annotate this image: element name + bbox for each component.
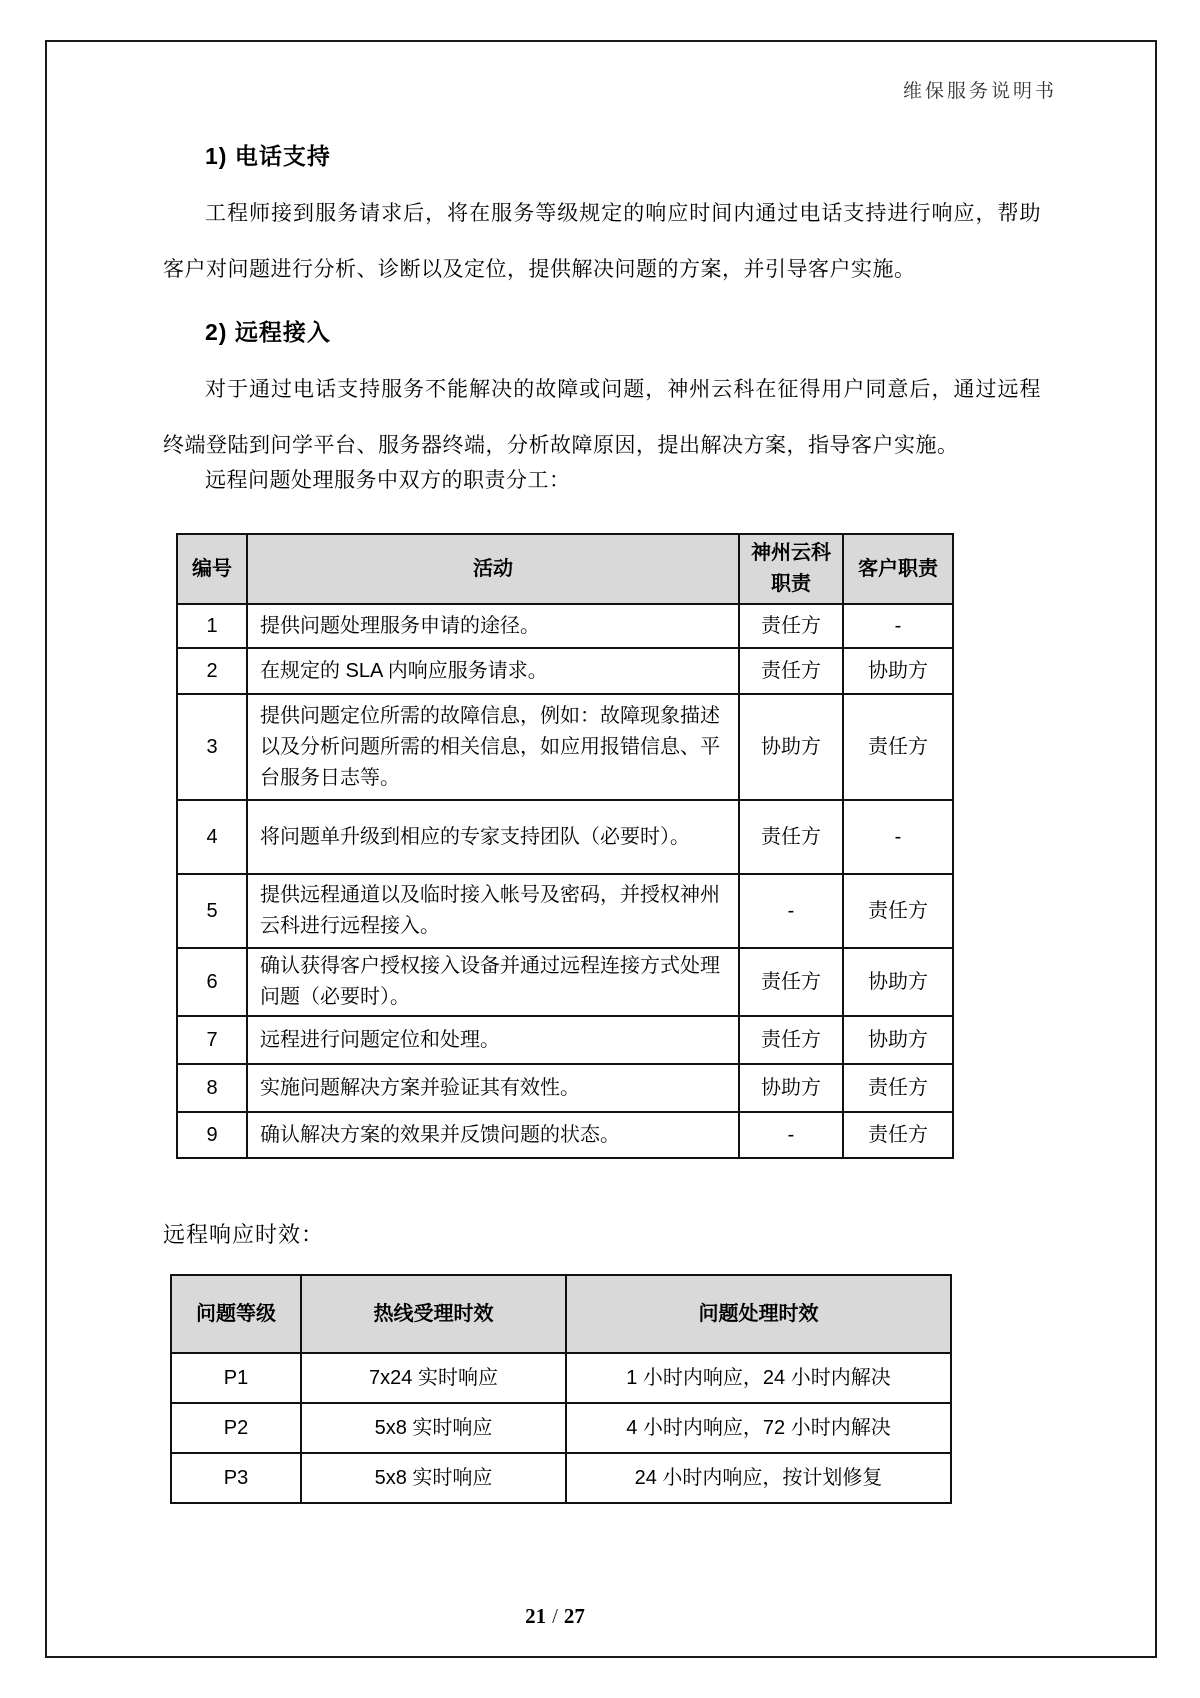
table-row — [171, 1403, 951, 1453]
table-row — [171, 1453, 951, 1503]
paragraph-remote-access: 对于通过电话支持服务不能解决的故障或问题，神州云科在征得用户同意后，通过远程终端登陆到问学平台、服务器终端，分析故障原因，提出解决方案，指导客户实施。 — [163, 378, 1041, 457]
cell-customer-duty: 协助方 — [843, 948, 953, 1016]
sla-table-header-row — [171, 1275, 951, 1353]
cell-customer-duty: 责任方 — [843, 694, 953, 800]
cell-customer-duty: - — [843, 604, 953, 648]
current-page-number: 21 — [525, 1604, 547, 1628]
page-separator: / — [552, 1604, 558, 1628]
table-row — [171, 1353, 951, 1403]
cell-activity: 提供问题定位所需的故障信息，例如：故障现象描述以及分析问题所需的相关信息，如应用报错信息、平台服务日志等。 — [247, 694, 739, 800]
cell-activity: 确认解决方案的效果并反馈问题的状态。 — [247, 1112, 739, 1158]
cell-customer-duty: 责任方 — [843, 1112, 953, 1158]
cell-vendor-duty: 责任方 — [739, 800, 843, 874]
cell-number: 7 — [177, 1016, 247, 1064]
cell-hotline-time: 7x24 实时响应 — [301, 1353, 566, 1403]
cell-number: 3 — [177, 694, 247, 800]
table-row — [177, 694, 953, 800]
cell-activity: 在规定的 SLA 内响应服务请求。 — [247, 648, 739, 694]
cell-vendor-duty: 责任方 — [739, 1016, 843, 1064]
cell-customer-duty: 责任方 — [843, 1064, 953, 1112]
col-header-handling-time: 问题处理时效 — [566, 1275, 951, 1353]
responsibility-table-header-row — [177, 534, 953, 604]
cell-vendor-duty: 责任方 — [739, 604, 843, 648]
table-row — [177, 1064, 953, 1112]
section-heading-remote-access: 2) 远程接入 — [205, 319, 331, 345]
cell-problem-level: P2 — [171, 1403, 301, 1453]
section-heading-phone-support: 1) 电话支持 — [205, 143, 331, 169]
table-row — [177, 874, 953, 948]
col-header-problem-level: 问题等级 — [171, 1275, 301, 1353]
cell-customer-duty: 协助方 — [843, 648, 953, 694]
table-row — [177, 1112, 953, 1158]
doc-header-title: 维保服务说明书 — [902, 81, 1057, 102]
cell-activity: 提供远程通道以及临时接入帐号及密码，并授权神州云科进行远程接入。 — [247, 874, 739, 948]
cell-vendor-duty: 责任方 — [739, 948, 843, 1016]
cell-number: 6 — [177, 948, 247, 1016]
cell-number: 9 — [177, 1112, 247, 1158]
cell-hotline-time: 5x8 实时响应 — [301, 1403, 566, 1453]
cell-activity: 远程进行问题定位和处理。 — [247, 1016, 739, 1064]
cell-customer-duty: 责任方 — [843, 874, 953, 948]
cell-vendor-duty: - — [739, 1112, 843, 1158]
table-row — [177, 604, 953, 648]
col-header-hotline-time: 热线受理时效 — [301, 1275, 566, 1353]
cell-activity: 确认获得客户授权接入设备并通过远程连接方式处理问题（必要时）。 — [247, 948, 739, 1016]
cell-customer-duty: 协助方 — [843, 1016, 953, 1064]
col-header-vendor-duty: 神州云科职责 — [739, 534, 843, 604]
cell-number: 2 — [177, 648, 247, 694]
table-row — [177, 800, 953, 874]
cell-number: 8 — [177, 1064, 247, 1112]
sla-table — [170, 1274, 952, 1504]
cell-handling-time: 24 小时内响应，按计划修复 — [566, 1453, 951, 1503]
cell-number: 5 — [177, 874, 247, 948]
cell-vendor-duty: 协助方 — [739, 1064, 843, 1112]
cell-problem-level: P1 — [171, 1353, 301, 1403]
table-row — [177, 948, 953, 1016]
table-row — [177, 648, 953, 694]
cell-activity: 实施问题解决方案并验证其有效性。 — [247, 1064, 739, 1112]
cell-number: 4 — [177, 800, 247, 874]
col-header-activity: 活动 — [247, 534, 739, 604]
cell-problem-level: P3 — [171, 1453, 301, 1503]
cell-hotline-time: 5x8 实时响应 — [301, 1453, 566, 1503]
cell-vendor-duty: 协助方 — [739, 694, 843, 800]
paragraph-phone-support: 工程师接到服务请求后，将在服务等级规定的响应时间内通过电话支持进行响应，帮助客户对问题进行分析、诊断以及定位，提供解决问题的方案，并引导客户实施。 — [163, 202, 1041, 281]
page-footer — [0, 1604, 1110, 1629]
cell-vendor-duty: - — [739, 874, 843, 948]
cell-handling-time: 4 小时内响应，72 小时内解决 — [566, 1403, 951, 1453]
cell-handling-time: 1 小时内响应，24 小时内解决 — [566, 1353, 951, 1403]
cell-activity: 提供问题处理服务申请的途径。 — [247, 604, 739, 648]
cell-vendor-duty: 责任方 — [739, 648, 843, 694]
table-row — [177, 1016, 953, 1064]
col-header-customer-duty: 客户职责 — [843, 534, 953, 604]
col-header-number: 编号 — [177, 534, 247, 604]
cell-number: 1 — [177, 604, 247, 648]
responsibility-table — [176, 533, 954, 1159]
sla-section-heading: 远程响应时效： — [163, 1222, 325, 1247]
cell-customer-duty: - — [843, 800, 953, 874]
responsibility-intro-line: 远程问题处理服务中双方的职责分工： — [205, 469, 571, 492]
cell-activity: 将问题单升级到相应的专家支持团队（必要时）。 — [247, 800, 739, 874]
total-page-count: 27 — [563, 1604, 585, 1628]
